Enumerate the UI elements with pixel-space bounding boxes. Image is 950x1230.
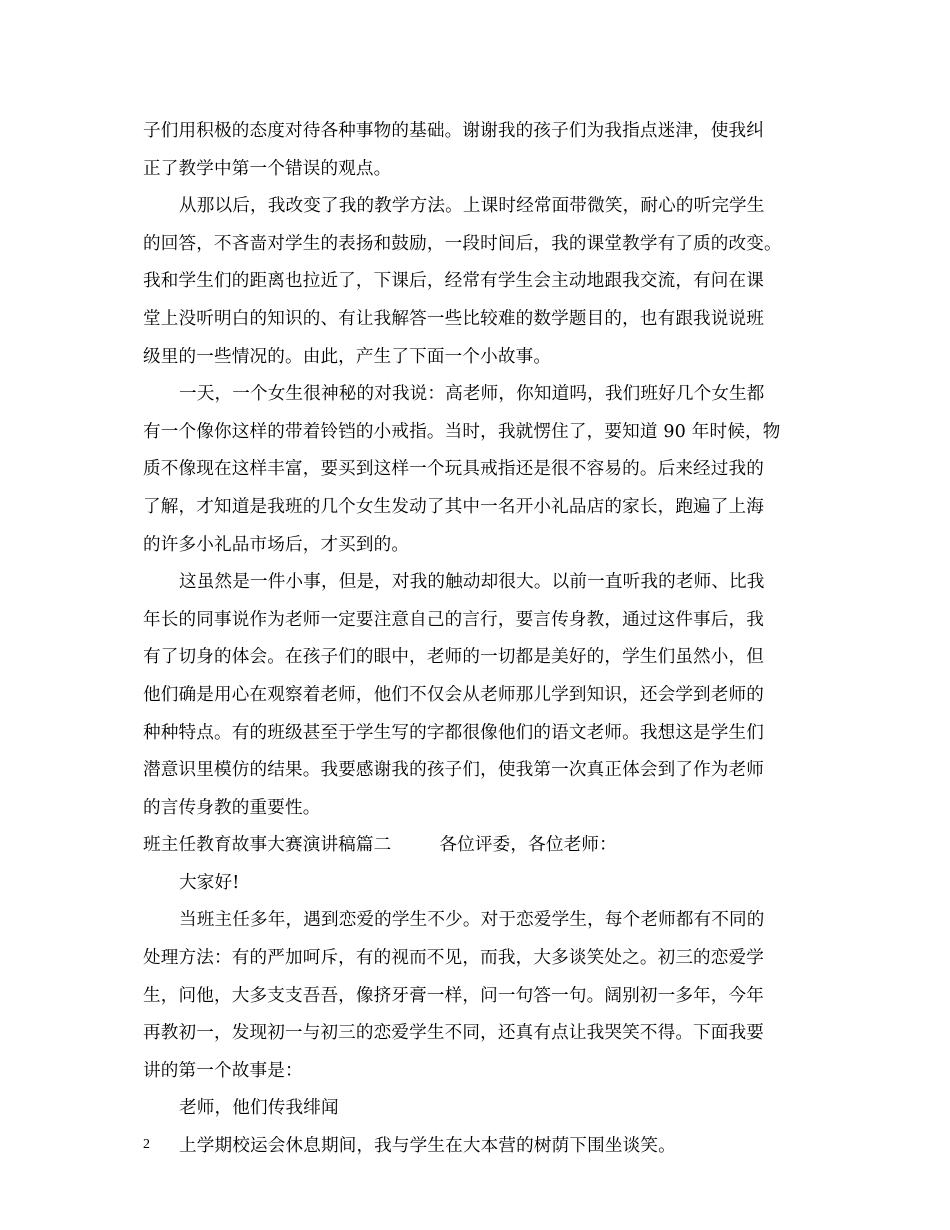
- text-line: 级里的一些情况的。由此，产生了下面一个小故事。: [143, 346, 552, 367]
- paragraph-start-line: 从那以后，我改变了我的教学方法。上课时经常面带微笑，耐心的听完学生: [179, 196, 765, 217]
- text-line: 的言传身教的重要性。: [143, 797, 321, 818]
- text-line: 了解，才知道是我班的几个女生发动了其中一名开小礼品店的家长，跑遍了上海: [143, 496, 765, 517]
- section-heading-line: [143, 827, 811, 865]
- text-line: 有了切身的体会。在孩子们的眼中，老师的一切都是美好的，学生们虽然小，但: [143, 647, 765, 668]
- text-line: 再教初一，发现初一与初三的恋爱学生不同，还真有点让我哭笑不得。下面我要: [143, 1023, 765, 1044]
- paragraph-start-line: 这虽然是一件小事，但是，对我的触动却很大。以前一直听我的老师、比我: [179, 572, 765, 593]
- text-line: 子们用积极的态度对待各种事物的基础。谢谢我的孩子们为我指点迷津，使我纠: [143, 121, 765, 141]
- text-line: 年长的同事说作为老师一定要注意自己的言行，要言传身教，通过这件事后，我: [143, 609, 765, 630]
- paragraph-start-line: 一天，一个女生很神秘的对我说：高老师，你知道吗，我们班好几个女生都: [179, 384, 765, 405]
- paragraph-start-line: 当班主任多年，遇到恋爱的学生不少。对于恋爱学生，每个老师都有不同的: [179, 910, 765, 931]
- greeting-line: 大家好!: [179, 872, 240, 893]
- story-title-line: 老师，他们传我绯闻: [179, 1098, 339, 1119]
- text-line: 的许多小礼品市场后，才买到的。: [143, 534, 410, 555]
- text-line: 生，问他，大多支支吾吾，像挤牙膏一样，问一句答一句。阔别初一多年，今年: [143, 985, 765, 1006]
- text-line: 他们确是用心在观察着老师，他们不仅会从老师那儿学到知识，还会学到老师的: [143, 684, 765, 705]
- text-line: 有一个像你这样的带着铃铛的小戒指。当时，我就愣住了，要知道 90 年时候，物: [143, 421, 781, 442]
- text-line: 潜意识里模仿的结果。我要感谢我的孩子们，使我第一次真正体会到了作为老师: [143, 760, 765, 781]
- paragraph-start-line: 上学期校运会休息期间，我与学生在大本营的树荫下围坐谈笑。: [179, 1136, 676, 1157]
- text-line: 讲的第一个故事是：: [143, 1060, 303, 1081]
- document-body: [143, 113, 811, 1166]
- text-line: 正了教学中第一个错误的观点。: [143, 158, 392, 179]
- section-heading: 班主任教育故事大赛演讲稿篇二: [143, 835, 392, 856]
- salutation: 各位评委，各位老师：: [439, 835, 617, 856]
- text-line: 堂上没听明白的知识的、有让我解答一些比较难的数学题目的，也有跟我说说班: [143, 308, 765, 329]
- text-line: 处理方法：有的严加呵斥，有的视而不见，而我，大多谈笑处之。初三的恋爱学: [143, 948, 765, 969]
- text-line: 种种特点。有的班级甚至于学生写的字都很像他们的语文老师。我想这是学生们: [143, 722, 765, 743]
- page-number: 2: [143, 1137, 150, 1152]
- text-line: 的回答，不吝啬对学生的表扬和鼓励，一段时间后，我的课堂教学有了质的改变。: [143, 233, 782, 254]
- text-line: 质不像现在这样丰富，要买到这样一个玩具戒指还是很不容易的。后来经过我的: [143, 459, 765, 480]
- text-line: 我和学生们的距离也拉近了，下课后，经常有学生会主动地跟我交流，有问在课: [143, 271, 765, 292]
